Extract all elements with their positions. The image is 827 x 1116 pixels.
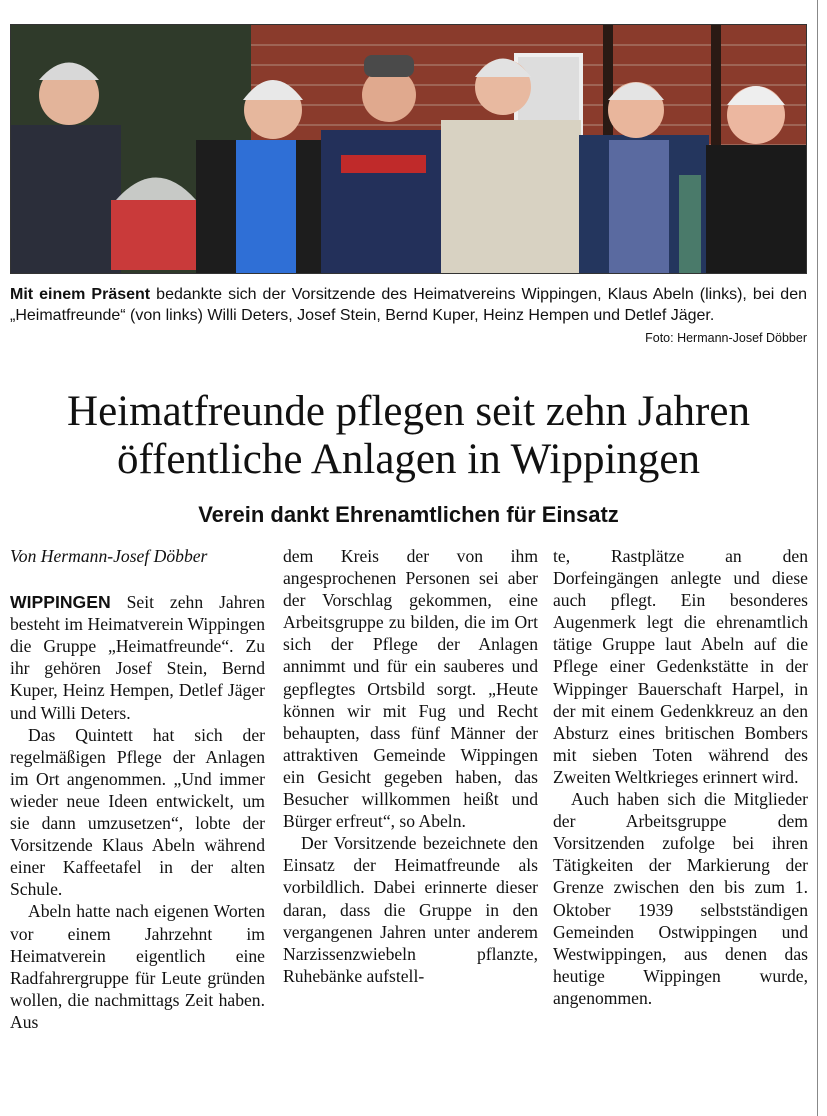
paragraph-1-text: Seit zehn Jahren besteht im Heimatverein Wippingen die Gruppe „Heimatfreunde“. Zu ihr gehören Josef Stein, Bernd Kuper, Heinz Hempen, Detlef Jäger und Willi Deters. <box>10 592 265 723</box>
paragraph-6: te, Rastplätze an den Dorfeingängen anlegte und diese auch pflegt. Ein besonderes Augenmerk legt die ehrenamtlich tätige Gruppe laut Abeln auf die Pflege einer Gedenkstätte in der Wippinger Bauerschaft Harpel, in der mit einem Gedenkkreuz an den Absturz eines britischen Bombers mit sieben Toten während des Zweiten Weltkrieges erinnert wird. <box>553 546 808 787</box>
paragraph-1 <box>10 591 265 724</box>
dateline: WIPPINGEN <box>10 592 111 613</box>
headline <box>10 388 807 484</box>
paragraph-3: Abeln hatte nach eigenen Worten vor einem Jahrzehnt im Heimatverein eigentlich eine Radfahrergruppe für Leute gründen wollen, die nachmittags Zeit haben. Aus <box>10 901 265 1032</box>
paragraph-2: Das Quintett hat sich der regelmäßigen Pflege der Anlagen im Ort angenommen. „Und immer wieder neue Ideen entwickelt, um sie dann umzusetzen“, lobte der Vorsitzende Klaus Abeln während einer Kaffeetafel in der alten Schule. <box>10 724 265 900</box>
headline-line-1: Heimatfreunde pflegen seit zehn Jahren <box>67 388 750 435</box>
caption-text: bedankte sich der Vorsitzende des Heimatvereins Wippingen, Klaus Abeln (links), bei den „Heimatfreunde“ (von links) Willi Deters, Josef Stein, Bernd Kuper, Heinz Hempen und Detlef Jäger. <box>10 286 808 324</box>
paragraph-5: Der Vorsitzende bezeichnete den Einsatz der Heimatfreunde als vorbildlich. Dabei erinnerte dieser daran, dass die Gruppe in den vergangenen Jahren unter anderem Narzissenzwiebeln pflanzte, Ruhebänke aufstell- <box>283 833 538 986</box>
article-column-3 <box>553 545 808 1009</box>
headline-line-2: öffentliche Anlagen in Wippingen <box>116 436 701 483</box>
article-column-2 <box>283 545 538 987</box>
caption-lead: Mit einem Präsent <box>10 286 151 303</box>
article-column-1 <box>10 545 265 1033</box>
photo-caption <box>10 284 807 326</box>
group-photo-six-men <box>11 25 807 274</box>
photo-credit: Foto: Hermann-Josef Döbber <box>645 331 807 345</box>
byline: Von Hermann-Josef Döbber <box>10 546 208 566</box>
paragraph-4: dem Kreis der von ihm angesprochenen Personen sei aber der Vorschlag gekommen, eine Arbeitsgruppe zu bilden, die im Ort sich der Pflege der Anlagen annimmt und für ein sauberes und gepflegtes Ortsbild sorgt. „Heute können wir mit Fug und Recht behaupten, dass fünf Männer der attraktiven Gemeinde Wippingen ein Gesicht gegeben haben, das Besucher willkommen heißt und Bürger erfreut“, so Abeln. <box>283 546 538 832</box>
page-edge-rule <box>817 0 818 1116</box>
news-photo <box>10 24 807 274</box>
subheadline: Verein dankt Ehrenamtlichen für Einsatz <box>198 502 619 527</box>
paragraph-7: Auch haben sich die Mitglieder der Arbeitsgruppe dem Vorsitzenden zufolge bei ihren Tätigkeiten der Markierung der Grenze zwischen den bis zum 1. Oktober 1939 selbstständigen Gemeinden Ostwippingen und Westwippingen, aus denen das heutige Wippingen wurde, angenommen. <box>553 789 808 1008</box>
